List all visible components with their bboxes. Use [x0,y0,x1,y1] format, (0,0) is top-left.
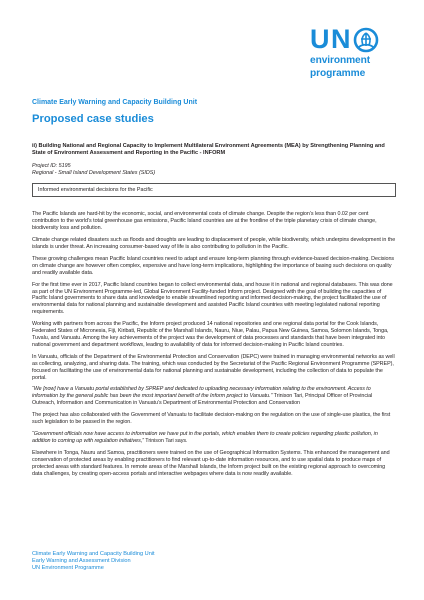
body-paragraph: Climate change related disasters such as floods and droughts are leading to displacement of people, while biodiversity, which underpins development in the islands is under threat. An increasing consumer-based way of life is also contributing to pollution in the Pacific. [32,237,396,251]
quote-attribution: Trinison Tari says. [143,437,188,444]
project-tagline-box: Informed environmental decisions for the Pacific [32,183,396,197]
project-region: Regional - Small Island Development States (SIDS) [32,170,156,177]
quote-text: “We [now] have a Vanuatu portal established by SPREP and dedicated to uploading necessary information relating to the environment. Access to information by the general public has been the most important benefit of the Inform project to Vanuatu.” [32,386,371,400]
body-paragraph: In Vanuatu, officials of the Department of the Environmental Protection and Conservation (DEPC) were trained in managing environmental networks as well as collecting, analyzing, and sharing data. The training, which was conducted by the Secretariat of the Pacific Regional Environment Programme (SPREP), focused on facilitating the use of environmental data for national planning and sustainable development, including the collection of data to populate the portal. [32,353,395,381]
logo-letter-u: U [310,24,329,54]
body-paragraph: Working with partners from across the Pacific, the Inform project produced 14 national repositories and one regional data portal for the Cook Islands, Federated States of Micronesia, Fiji, Kiribati, Republic of the Marshall Islands, Nauru, Niue, Palau, Papua New Guinea, Samoa, Solomon Islands, Tonga, Tuvalu, and Vanuatu. Among the key achievements of the project was the development of data processes and standards that have been integrated into national government and department workflows, leading to availability of data for informed decision-making in Pacific Island countries. [32,321,389,348]
project-title: ii) Building National and Regional Capacity to Implement Multilateral Environment Agreements (MEA) by Strengthening Planning and State of Environment Assessment and Reporting in the Pacific - INFORM [32,143,385,157]
logo-line-programme: programme [310,68,366,79]
body-paragraph: Elsewhere in Tonga, Nauru and Samoa, practitioners were trained on the use of Geographical Information Systems. This enhanced the management and conservation of protected areas by enabling practitioners to find relevant up-to-date information resources, and to use spatial data to produce maps of protected areas with standard features. In remote areas of the Marshall Islands, the Inform project built on the existing regional approach to overcoming data challenges, by creating open-access portals and interactive webpages where data is now readily available. [32,449,390,477]
footer-line: Early Warning and Assessment Division [32,558,131,565]
body-paragraph: The Pacific Islands are hard-hit by the economic, social, and environmental costs of climate change. Despite the region’s less than 0.02 per cent contribution to the world’s total greenhouse gas emissions, Pacific Island countries are at the frontline of the triple planetary crisis of climate change, biodiversity loss and pollution. [32,211,377,232]
body-paragraph: These growing challenges mean Pacific Island countries need to adapt and ensure long-term planning through evidence-based decision-making. Decisions on climate change are however often complex, expensive and have long-term implications, highlighting the importance of basing such decisions on quality and readily available data. [32,255,395,276]
quote-attribution: Trinison Tari, Principal Officer of Provincial Outreach, Information and Communication in Vanuatu’s Department of Environmental Protection and Conservation [32,393,373,407]
body-paragraph: The project has also collaborated with the Government of Vanuatu to facilitate decision-making on the regulation on the use of single-use plastics, the first such legislation to be passed in the region. [32,412,391,426]
quote-text: “Government officials now have access to information we have put in the portals, which enables them to create policies regarding plastic pollution, in addition to coming up with regulation initiatives,” [32,430,378,444]
project-id: Project ID: 5195 [32,163,71,170]
logo-wordmark [310,26,402,53]
unit-header: Climate Early Warning and Capacity Building Unit [32,99,198,106]
body-paragraph: For the first time ever in 2017, Pacific Island countries began to collect environmental data, and house it in national and regional databases. This was done as part of the UN Environment Programme-led, Global Environment Facility-funded Inform project. Designed with the goal of building the capacities of Pacific Island governments to share data and knowledge to enable streamlined reporting and informed decision-making, the project facilitated the use of environmental data for national planning and sustainable development and assisted Pacific Island countries with meeting legislated national reporting requirements. [32,281,393,316]
footer [32,551,155,573]
quote-paragraph [32,431,396,445]
footer-line: Climate Early Warning and Capacity Building Unit [32,551,155,557]
main-content [32,143,396,482]
footer-line: UN Environment Programme [32,565,104,572]
logo-line-environment: environment [310,55,371,66]
project-meta [32,163,396,177]
un-emblem-icon [353,27,379,53]
page-title: Proposed case studies [32,113,154,125]
logo-letter-n: N [331,24,350,54]
quote-paragraph [32,386,396,407]
unep-logo [310,26,402,80]
